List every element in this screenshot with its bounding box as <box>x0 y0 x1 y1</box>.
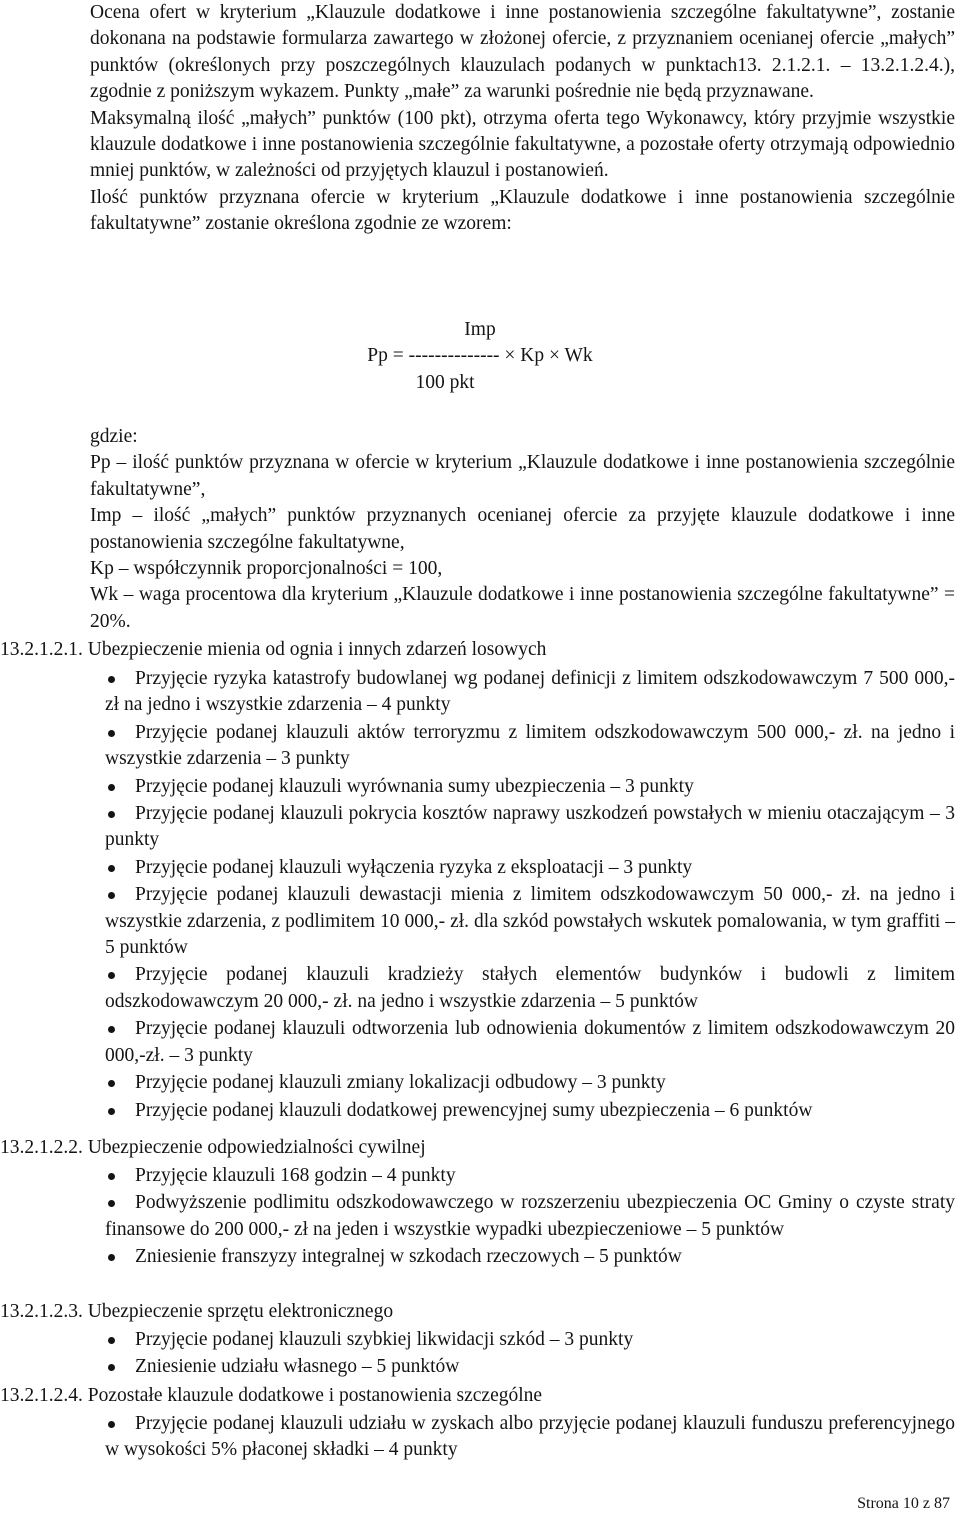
list-item: Przyjęcie podanej klauzuli aktów terroryzmu z limitem odszkodowawczym 500 000,- zł. na jedno i wszystkie zdarzenia – 3 punkty <box>105 721 955 770</box>
list-item: Przyjęcie klauzuli 168 godzin – 4 punkty <box>105 1163 955 1189</box>
list-item: Przyjęcie podanej klauzuli wyrównania sumy ubezpieczenia – 3 punkty <box>105 774 955 800</box>
bullet-icon <box>108 676 115 683</box>
bullet-icon <box>108 1173 115 1180</box>
list-item: Przyjęcie ryzyka katastrofy budowlanej wg podanej definicji z limitem odszkodowawczym 7 500 000,- zł na jedno i wszystkie zdarzenia – 4 punkty <box>105 668 955 716</box>
intro-paragraph-3: Ilość punktów przyznana ofercie w kryterium „Klauzule dodatkowe i inne postanowienia szczególnie fakultatywne” zostanie określona zgodnie ze wzorem: <box>90 186 955 235</box>
section-3-list <box>105 1327 955 1382</box>
bullet-icon <box>108 1108 115 1115</box>
list-item: Zniesienie udziału własnego – 5 punktów <box>105 1354 955 1380</box>
formula-numerator: Imp <box>464 319 496 340</box>
list-item: Przyjęcie podanej klauzuli zmiany lokalizacji odbudowy – 3 punkty <box>105 1070 955 1096</box>
intro-block <box>90 0 955 238</box>
list-item: Podwyższenie podlimitu odszkodowawczego w rozszerzeniu ubezpieczenia OC Gminy o czyste straty finansowe do 200 000,- zł na jeden i wszystkie wypadki ubezpieczeniowe – 5 punktów <box>105 1192 955 1240</box>
bullet-icon <box>108 811 115 818</box>
section-heading-3: 13.2.1.2.3. Ubezpieczenie sprzętu elektronicznego <box>0 1301 394 1322</box>
intro-paragraph-2: Maksymalną ilość „małych” punktów (100 pkt), otrzyma oferta tego Wykonawcy, który przyjmie wszystkie klauzule dodatkowe i inne postanowienia szczególnie fakultatywne, a pozostałe oferty otrzymają odpowiednio mniej punktów, w zależności od przyjętych klauzul i postanowień. <box>90 107 955 182</box>
bullet-icon <box>108 784 115 791</box>
list-item: Przyjęcie podanej klauzuli pokrycia kosztów naprawy uszkodzeń powstałych w mieniu otaczającym – 3 punkty <box>105 803 955 851</box>
section-4-list <box>105 1411 955 1465</box>
section-heading-1: 13.2.1.2.1. Ubezpieczenie mienia od ognia i innych zdarzeń losowych <box>0 639 547 660</box>
bullet-icon <box>108 865 115 872</box>
definitions-block <box>90 424 955 635</box>
list-item: Przyjęcie podanej klauzuli szybkiej likwidacji szkód – 3 punkty <box>105 1327 955 1353</box>
list-item: Przyjęcie podanej klauzuli wyłączenia ryzyka z eksploatacji – 3 punkty <box>105 855 955 881</box>
bullet-icon <box>108 730 115 737</box>
intro-paragraph-1: Ocena ofert w kryterium „Klauzule dodatkowe i inne postanowienia szczególne fakultatywne”, zostanie dokonana na podstawie formularza zawartego w złożonej ofercie, z przyznaniem ocenianej ofercie „małych” punktów (określonych przy poszczególnych klauzulach podanych w punktach13. 2.1.2.1. – 13.2.1.2.4.), zgodnie z poniższym wykazem. Punkty „małe” za warunki pośrednie nie będą przyznawane. <box>90 2 955 103</box>
definition-pp: Pp – ilość punktów przyznana w ofercie w kryterium „Klauzule dodatkowe i inne postanowienia szczególnie fakultatywne”, <box>90 452 955 500</box>
definitions-label: gdzie: <box>90 426 138 447</box>
definition-kp: Kp – współczynnik proporcjonalności = 100, <box>90 558 443 580</box>
bullet-icon <box>108 1337 115 1344</box>
list-item: Przyjęcie podanej klauzuli dewastacji mienia z limitem odszkodowawczym 50 000,- zł. na jedno i wszystkie zdarzenia, z podlimitem 10 000,- zł. dla szkód powstałych wskutek pomalowania, w tym graffiti – 5 punktów <box>105 884 955 959</box>
list-item: Przyjęcie podanej klauzuli dodatkowej prewencyjnej sumy ubezpieczenia – 6 punktów <box>105 1098 955 1124</box>
list-item: Zniesienie franszyzy integralnej w szkodach rzeczowych – 5 punktów <box>105 1244 955 1270</box>
formula-denominator: 100 pkt <box>415 372 475 393</box>
definition-wk: Wk – waga procentowa dla kryterium „Klauzule dodatkowe i inne postanowienia szczególne fakultatywne” = 20%. <box>90 584 955 632</box>
definition-imp: Imp – ilość „małych” punktów przyznanych ocenianej ofercie za przyjęte klauzule dodatkowe i inne postanowienia szczególne fakultatywne, <box>90 505 955 553</box>
formula-main: Pp = -------------- × Kp × Wk <box>367 345 593 366</box>
section-2-list <box>105 1163 955 1272</box>
list-item: Przyjęcie podanej klauzuli udziału w zyskach albo przyjęcie podanej klauzuli funduszu preferencyjnego w wysokości 5% płaconej składki – 4 punkty <box>105 1413 955 1461</box>
list-item: Przyjęcie podanej klauzuli odtworzenia lub odnowienia dokumentów z limitem odszkodowawczym 20 000,-zł. – 3 punkty <box>105 1018 955 1066</box>
page-number: Strona 10 z 87 <box>857 1495 950 1512</box>
list-item: Przyjęcie podanej klauzuli kradzieży stałych elementów budynków i budowli z limitem odszkodowawczym 20 000,- zł. na jedno i wszystkie zdarzenia – 5 punktów <box>105 964 955 1012</box>
section-heading-2: 13.2.1.2.2. Ubezpieczenie odpowiedzialności cywilnej <box>0 1137 426 1158</box>
section-heading-4: 13.2.1.2.4. Pozostałe klauzule dodatkowe i postanowienia szczególne <box>0 1385 543 1406</box>
bullet-icon <box>108 1421 115 1428</box>
section-1-list <box>105 666 955 1125</box>
